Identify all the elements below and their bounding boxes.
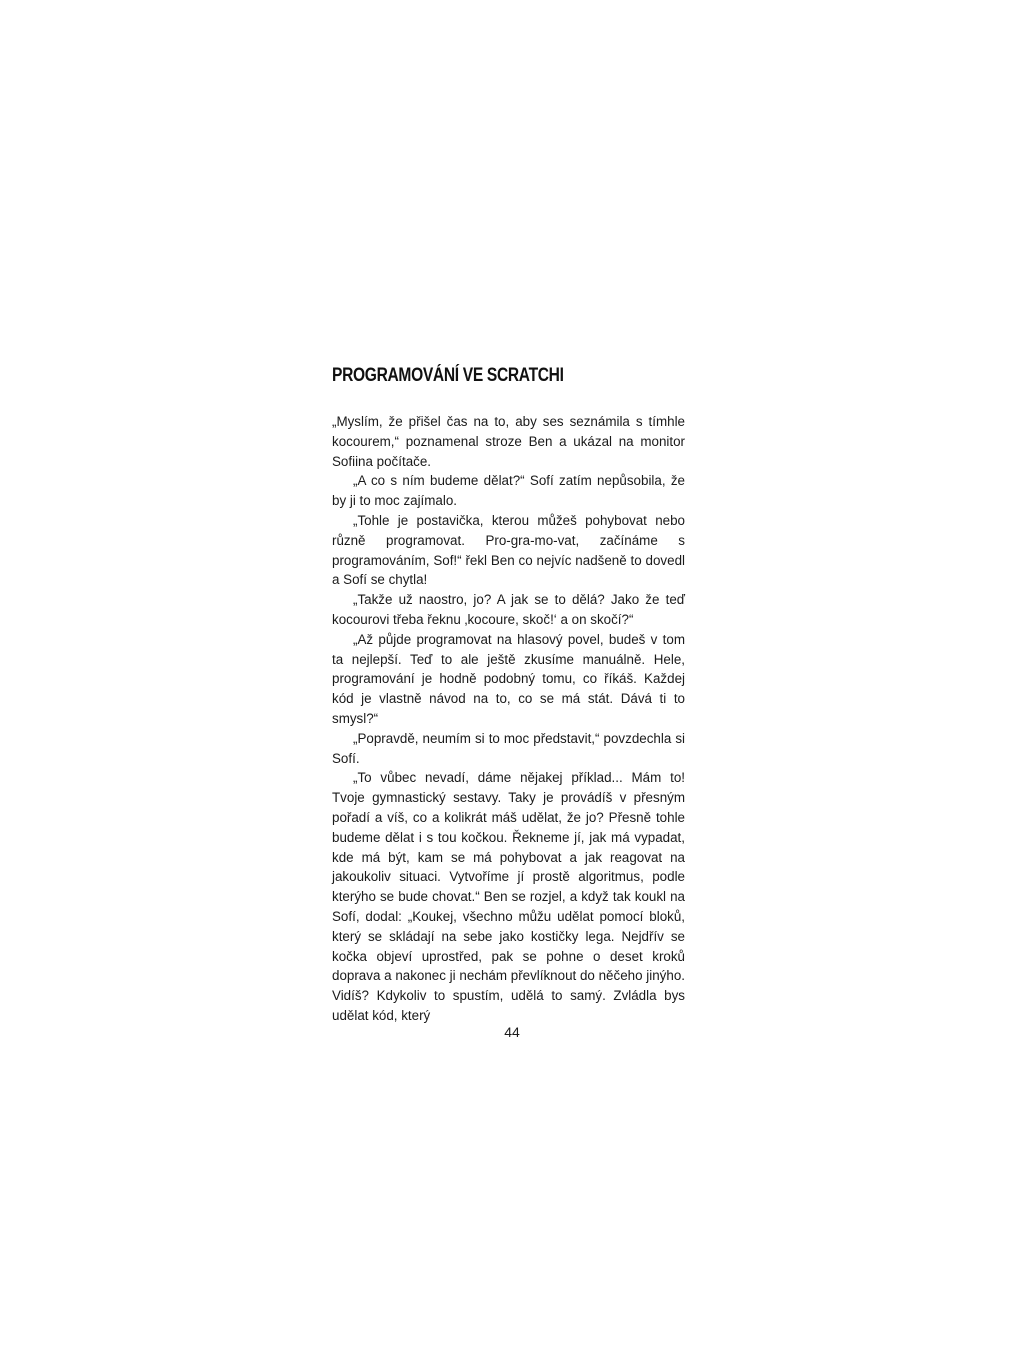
paragraph-1: „Myslím, že přišel čas na to, aby ses seznámila s tímhle kocourem,“ poznamenal stroze Ben a ukázal na monitor Sofiina počítače. [332,414,685,469]
page-number: 44 [504,1024,520,1040]
paragraph-4: „Takže už naostro, jo? A jak se to dělá? Jako že teď kocourovi třeba řeknu ‚kocoure, skoč!‘ a on skočí?“ [332,592,685,627]
chapter-title: PROGRAMOVÁNÍ VE SCRATCHI [332,365,564,386]
paragraph-5: „Až půjde programovat na hlasový povel, budeš v tom ta nejlepší. Teď to ale ještě zkusíme manuálně. Hele, programování je hodně podobný tomu, co říkáš. Každej kód je vlastně návod na to, co se má stát. Dává ti to smysl?“ [332,631,685,726]
text-block [332,362,685,1026]
paragraph-6: „Popravdě, neumím si to moc představit,“ povzdechla si Sofí. [332,730,685,766]
paragraph-2: „A co s ním budeme dělat?“ Sofí zatím nepůsobila, že by ji to moc zajímalo. [332,473,685,509]
body-text [332,412,685,1026]
paragraph-3: „Tohle je postavička, kterou můžeš pohybovat nebo různě programovat. Pro-gra-mo-vat, začínáme s programováním, Sof!“ řekl Ben co nejvíc nadšeně to dovedl a Sofí se chytla! [332,512,685,588]
paragraph-7: „To vůbec nevadí, dáme nějakej příklad... Mám to! Tvoje gymnastický sestavy. Taky je provádíš v přesným pořadí a víš, co a kolikrát máš udělat, že jo? Přesně tohle budeme dělat i s tou kočkou. Řekneme jí, jak má vypadat, kde má být, kam se má pohybovat a jak reagovat na jakoukoliv situaci. Vytvoříme jí prostě algoritmus, podle kterýho se bude chovat.“ Ben se rozjel, a když tak koukl na Sofí, dodal: „Koukej, všechno můžu udělat pomocí bloků, který se skládají na sebe jako kostičky lega. Nejdřív se kočka objeví uprostřed, pak se pohne o deset kroků doprava a nakonec ji nechám převlíknout do něčeho jinýho. Vidíš? Kdykoliv to spustím, udělá to samý. Zvládla bys udělat kód, který [332,770,685,1023]
